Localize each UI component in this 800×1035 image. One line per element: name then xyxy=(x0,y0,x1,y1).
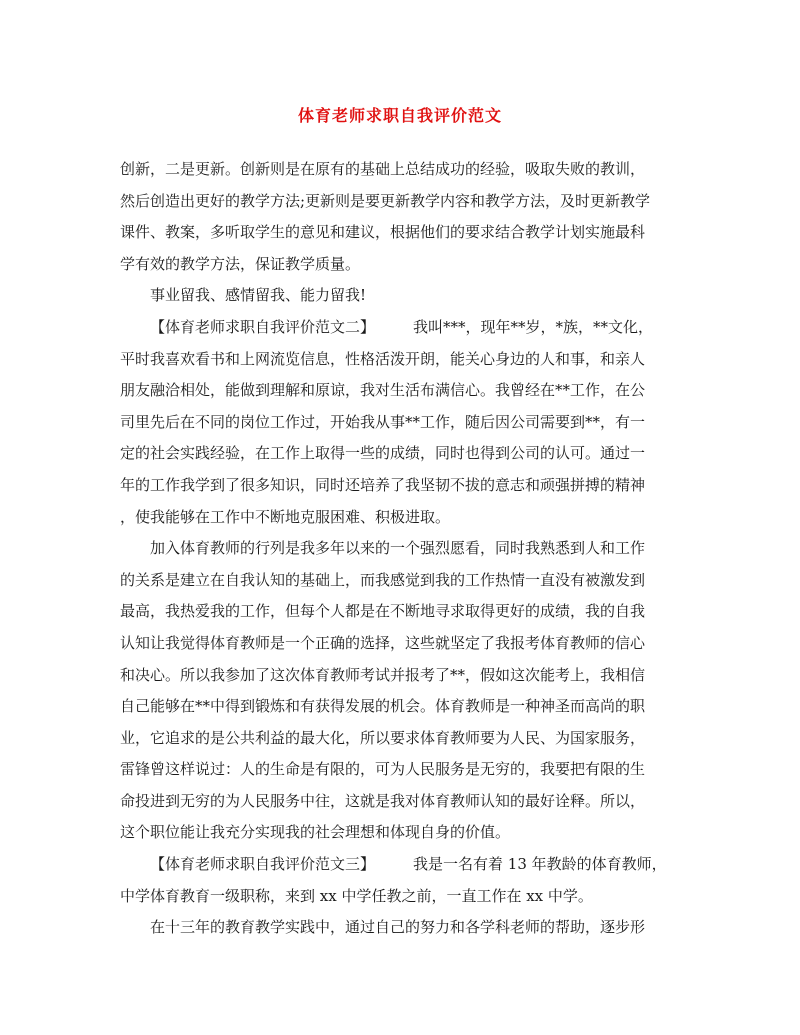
line-text: 事业留我、感情留我、能力留我! xyxy=(150,286,367,305)
text-line xyxy=(120,186,680,218)
line-text: 平时我喜欢看书和上网流览信息，性格活泼开朗，能关心身边的人和事，和亲人 xyxy=(120,349,646,368)
line-text: 司里先后在不同的岗位工作过，开始我从事**工作，随后因公司需要到**，有一 xyxy=(120,412,646,431)
line-text: 我叫***，现年**岁，*族，**文化， xyxy=(413,317,654,336)
text-line xyxy=(120,723,680,755)
text-line xyxy=(120,660,680,692)
text-line xyxy=(120,217,680,249)
text-line xyxy=(120,312,680,344)
line-text: 最高，我热爱我的工作，但每个人都是在不断地寻求取得更好的成绩，我的自我 xyxy=(120,602,646,621)
line-text: 朋友融洽相处，能做到理解和原谅，我对生活布满信心。我曾经在**工作，在公 xyxy=(120,381,646,400)
text-line xyxy=(120,912,680,944)
line-text: 命投进到无穷的为人民服务中往，这就是我对体育教师认知的最好诠释。所以， xyxy=(120,791,646,810)
text-line xyxy=(120,754,680,786)
text-line xyxy=(120,438,680,470)
text-line xyxy=(120,502,680,534)
text-line xyxy=(120,786,680,818)
text-line xyxy=(120,849,680,881)
line-text: 自己能够在**中得到锻炼和有获得发展的机会。体育教师是一种神圣而高尚的职 xyxy=(120,697,646,716)
line-text: 中学体育教育一级职称，来到 xx 中学任教之前，一直工作在 xx 中学。 xyxy=(120,886,593,905)
line-text: 学有效的教学方法，保证教学质量。 xyxy=(120,254,361,273)
line-text: ，使我能够在工作中不断地克服困难、积极进取。 xyxy=(120,507,451,526)
text-line xyxy=(120,470,680,502)
text-line xyxy=(120,375,680,407)
text-line xyxy=(120,154,680,186)
line-text: 创新，二是更新。创新则是在原有的基础上总结成功的经验，吸取失败的教训， xyxy=(120,160,646,178)
line-text: 的关系是建立在自我认知的基础上，而我感觉到我的工作热情一直没有被激发到 xyxy=(120,570,646,589)
text-line xyxy=(120,533,680,565)
line-text: 这个职位能让我充分实现我的社会理想和体现自身的价值。 xyxy=(120,823,511,842)
text-line xyxy=(120,691,680,723)
text-line xyxy=(120,565,680,597)
text-line xyxy=(120,596,680,628)
text-line xyxy=(120,881,680,913)
line-text: 定的社会实践经验，在工作上取得一些的成绩，同时也得到公司的认可。通过一 xyxy=(120,444,646,463)
line-text: 加入体育教师的行列是我多年以来的一个强烈愿看，同时我熟悉到人和工作 xyxy=(150,539,646,558)
line-text: 我是一名有着 13 年教龄的体育教师， xyxy=(413,855,667,874)
line-text: 认知让我觉得体育教师是一个正确的选择，这些就坚定了我报考体育教师的信心 xyxy=(120,633,646,652)
text-line xyxy=(120,249,680,281)
text-line xyxy=(120,407,680,439)
line-text: 年的工作我学到了很多知识，同时还培养了我坚韧不拔的意志和顽强拼搏的精神 xyxy=(120,475,646,494)
text-line xyxy=(120,628,680,660)
line-text: 雷锋曾这样说过：人的生命是有限的，可为人民服务是无穷的，我要把有限的生 xyxy=(120,760,646,779)
section-heading: 【体育老师求职自我评价范文二】 xyxy=(150,317,376,336)
document-body xyxy=(120,154,680,944)
text-line xyxy=(120,344,680,376)
line-text: 课件、教案，多听取学生的意见和建议，根据他们的要求结合教学计划实施最科 xyxy=(120,223,646,242)
line-text: 然后创造出更好的教学方法;更新则是要更新教学内容和教学方法，及时更新教学 xyxy=(120,191,651,210)
document-title: 体育老师求职自我评价范文 xyxy=(297,106,502,125)
text-line xyxy=(120,280,680,312)
line-text: 业，它追求的是公共利益的最大化，所以要求体育教师要为人民、为国家服务， xyxy=(120,728,646,747)
text-line xyxy=(120,817,680,849)
line-text: 在十三年的教育教学实践中，通过自己的努力和各学科老师的帮助，逐步形 xyxy=(150,918,646,937)
line-text: 和决心。所以我参加了这次体育教师考试并报考了**，假如这次能考上，我相信 xyxy=(120,665,646,684)
section-heading: 【体育老师求职自我评价范文三】 xyxy=(150,855,376,874)
